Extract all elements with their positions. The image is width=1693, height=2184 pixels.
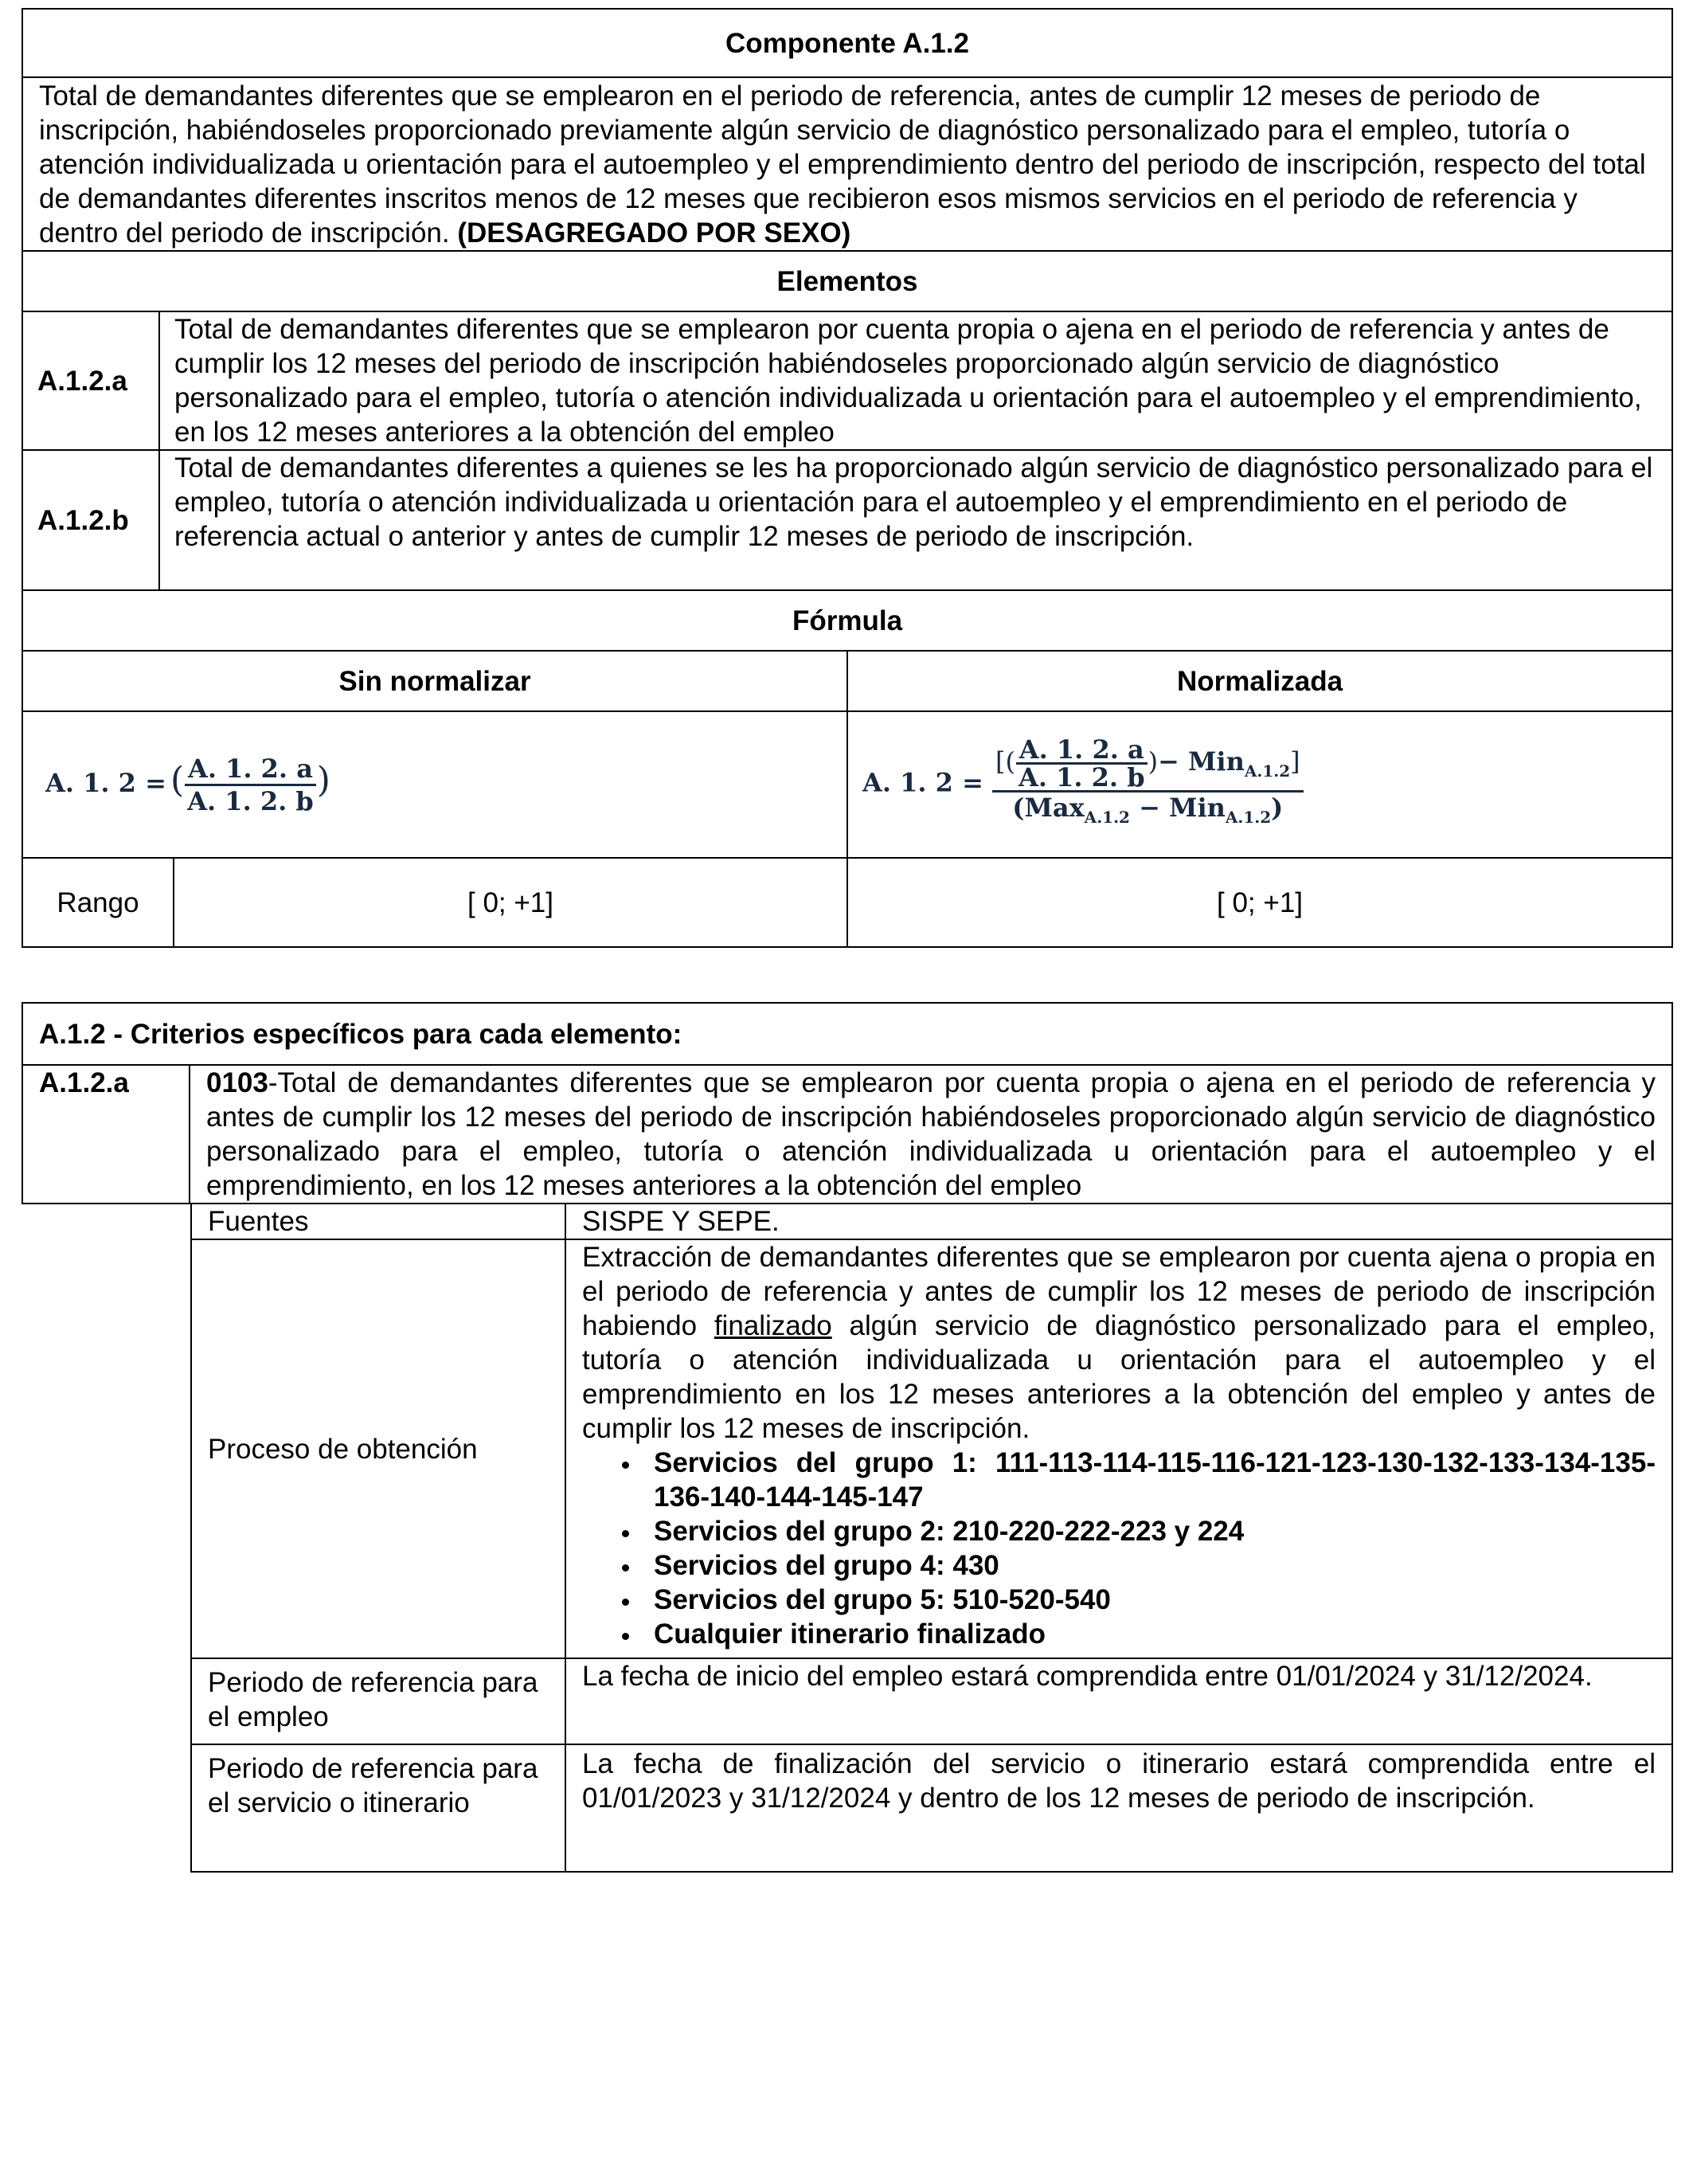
criteria-element-number: 0103 [206, 1067, 268, 1098]
element-text: Total de demandantes diferentes que se emplearon por cuenta propia o ajena en el periodo de referencia y antes de cumplir los 12 meses del periodo de inscripción habiéndoseles proporcionado algún servicio de diagnóstico personalizado para el empleo, tutoría o atención individualizada u orientación para el autoempleo y el emprendimiento, en los 12 meses anteriores a la obtención del empleo [159, 311, 1672, 450]
list-item: • Servicios del grupo 4: 430 [641, 1548, 1656, 1583]
element-code: A.1.2.a [22, 311, 159, 450]
formula-normalized-fraction [992, 734, 1304, 832]
range-label: Rango [22, 858, 174, 947]
bracket-open: [( [995, 746, 1015, 777]
formula-normalizada [847, 711, 1672, 858]
component-title: Componente A.1.2 [22, 9, 1672, 77]
formula-denominator: A. 1. 2. b [187, 785, 314, 816]
formula-header: Fórmula [22, 590, 1672, 651]
criteria-wrapper [22, 1002, 1671, 1873]
formula-normalized-denominator [1009, 793, 1286, 832]
component-description-bold: (DESAGREGADO POR SEXO) [457, 217, 851, 249]
formula-lhs: A. 1. 2 = [45, 767, 166, 798]
range-normalizada: [ 0; +1] [847, 858, 1672, 947]
formula-sin-normalizar [22, 711, 847, 858]
inner-numerator: A. 1. 2. a [1016, 737, 1148, 765]
component-table-wrapper [22, 8, 1671, 948]
criteria-element-text: -Total de demandantes diferentes que se emplearon por cuenta propia o ajena en el periodo de referencia y antes de cumplir los 12 meses del periodo de inscripción habiéndoseles proporcionado algún servicio de diagnóstico personalizado para el empleo, tutoría o atención individualizada u orientación para el autoempleo y el emprendimiento, en los 12 meses anteriores a la obtención del empleo [206, 1067, 1656, 1201]
list-item: • Servicios del grupo 5: 510-520-540 [641, 1583, 1656, 1617]
max-subscript: A.1.2 [1084, 808, 1130, 827]
criteria-title: A.1.2 - Criterios específicos para cada elemento: [22, 1003, 1672, 1065]
inner-denominator: A. 1. 2. b [1018, 762, 1145, 793]
formula-normalized-numerator [992, 734, 1304, 793]
criteria-element-code: A.1.2.a [22, 1065, 190, 1204]
component-description [22, 77, 1672, 251]
criteria-detail-table [190, 1203, 1673, 1873]
range-sin-normalizar: [ 0; +1] [174, 858, 847, 947]
element-row [22, 311, 1672, 450]
proceso-label: Proceso de obtención [191, 1239, 565, 1658]
element-code: A.1.2.b [22, 450, 159, 590]
den-minus-min: − Min [1129, 793, 1226, 823]
col-normalizada: Normalizada [847, 651, 1672, 711]
proceso-text-part-1: Extracción de demandantes diferentes que se emplearon por cuenta ajena o propia en el periodo de referencia y antes de cumplir los 12 meses de periodo de inscripción habiendo [582, 1242, 1656, 1341]
proceso-text [582, 1240, 1656, 1446]
periodo-empleo-label: Periodo de referencia para el empleo [191, 1658, 565, 1744]
proceso-value [565, 1239, 1672, 1658]
formula-fraction [184, 753, 317, 816]
periodo-servicio-label: Periodo de referencia para el servicio o itinerario [191, 1744, 565, 1872]
formula-lhs: A. 1. 2 = [862, 767, 983, 798]
den-min-subscript: A.1.2 [1225, 808, 1272, 827]
max-label: (Max [1012, 793, 1085, 823]
service-groups-list [582, 1446, 1656, 1651]
formula-numerator: A. 1. 2. a [185, 753, 316, 786]
element-row [22, 450, 1672, 590]
criteria-header-table [22, 1002, 1673, 1204]
formula-close-paren: ) [316, 759, 330, 800]
min-subscript: A.1.2 [1244, 761, 1291, 781]
criteria-element-description [190, 1065, 1672, 1204]
list-item: • Servicios del grupo 2: 210-220-222-223 y 224 [641, 1514, 1656, 1548]
den-close-paren: ) [1271, 793, 1284, 823]
formula-inner-fraction [1015, 734, 1148, 793]
fuentes-value: SISPE Y SEPE. [565, 1204, 1672, 1239]
periodo-servicio-value: La fecha de finalización del servicio o itinerario estará comprendida entre el 01/01/2023 y 31/12/2024 y dentro de los 12 meses de periodo de inscripción. [565, 1744, 1672, 1872]
proceso-text-part-2: algún servicio de diagnóstico personalizado para el empleo, tutoría o atención individualizada u orientación para el autoempleo y el emprendimiento en los 12 meses anteriores a la obtención del empleo y antes de cumplir los 12 meses de inscripción. [582, 1310, 1656, 1444]
fuentes-label: Fuentes [191, 1204, 565, 1239]
formula-open-paren: ( [170, 759, 185, 800]
bracket-close: ] [1290, 746, 1300, 777]
proceso-underlined: finalizado [714, 1310, 832, 1341]
col-sin-normalizar: Sin normalizar [22, 651, 847, 711]
list-item: • Servicios del grupo 1: 111-113-114-115-116-121-123-130-132-133-134-135-136-140-144-145-147 [641, 1446, 1656, 1514]
elements-header: Elementos [22, 251, 1672, 311]
list-item: • Cualquier itinerario finalizado [641, 1617, 1656, 1651]
inner-close-paren: ) [1148, 746, 1159, 777]
periodo-empleo-value: La fecha de inicio del empleo estará comprendida entre 01/01/2024 y 31/12/2024. [565, 1658, 1672, 1744]
component-table [22, 8, 1673, 948]
component-description-text: Total de demandantes diferentes que se emplearon en el periodo de referencia, antes de cumplir 12 meses de periodo de inscripción, habiéndoseles proporcionado previamente algún servicio de diagnóstico personalizado para el empleo, tutoría o atención individualizada u orientación para el autoempleo y el emprendimiento dentro del periodo de inscripción, respecto del total de demandantes diferentes inscritos menos de 12 meses que recibieron esos mismos servicios en el periodo de referencia y dentro del periodo de inscripción. [39, 80, 1646, 249]
element-text: Total de demandantes diferentes a quienes se les ha proporcionado algún servicio de diagnóstico personalizado para el empleo, tutoría o atención individualizada u orientación para el autoempleo y el emprendimiento en el periodo de referencia actual o anterior y antes de cumplir 12 meses de periodo de inscripción. [159, 450, 1672, 590]
minus-min: − Min [1158, 746, 1245, 777]
